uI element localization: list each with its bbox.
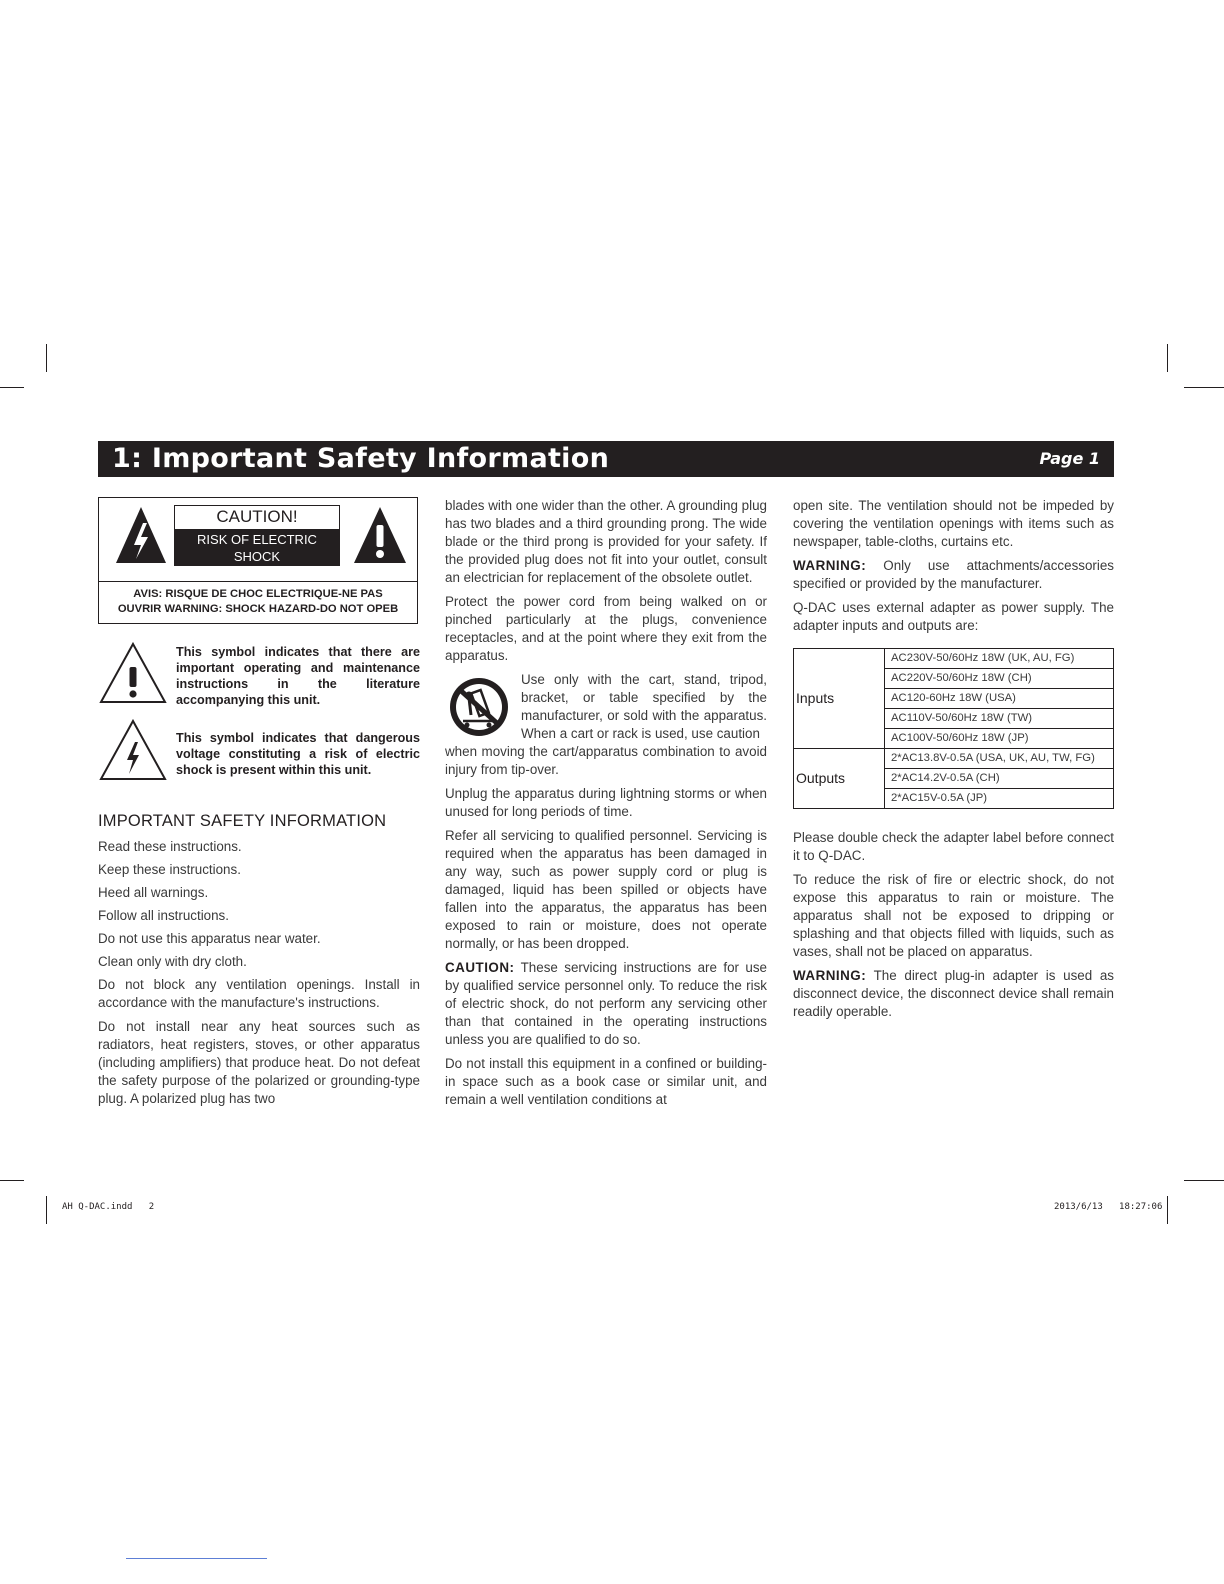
table-cell: 2*AC15V-0.5A (JP)	[885, 789, 1114, 809]
paragraph: Do not block any ventilation openings. Install in accordance with the manufacture's instructions.	[98, 977, 420, 1010]
bottom-rule	[126, 1558, 267, 1559]
crop-mark	[1184, 387, 1224, 388]
table-cell: AC100V-50/60Hz 18W (JP)	[885, 729, 1114, 749]
cart-warning	[445, 671, 767, 779]
table-cell: AC220V-50/60Hz 18W (CH)	[885, 669, 1114, 689]
paragraph: Q-DAC uses external adapter as power supply. The adapter inputs and outputs are:	[793, 600, 1114, 633]
page-number: Page 1	[1039, 449, 1100, 468]
table-cell: AC110V-50/60Hz 18W (TW)	[885, 709, 1114, 729]
instruction-line: Follow all instructions.	[98, 908, 229, 923]
lightning-symbol-text: This symbol indicates that dangerous voltage constituting a risk of electric shock is present within this unit.	[176, 731, 420, 777]
caution-line: DO NOT OPEN	[211, 566, 303, 581]
paragraph: Do not install this equipment in a confined or building-in space such as a book case or similar unit, and remain a well ventilation conditions at	[445, 1056, 767, 1107]
exclamation-triangle-icon	[352, 505, 408, 565]
table-cell: AC230V-50/60Hz 18W (UK, AU, FG)	[885, 649, 1114, 669]
paragraph: Use only with the cart, stand, tripod, bracket, or table specified by the manufacturer, or sold with the apparatus. When a cart or rack is used, use caution	[521, 672, 767, 741]
section-heading: IMPORTANT SAFETY INFORMATION	[98, 812, 387, 830]
table-row	[794, 649, 1114, 669]
cart-tip-over-icon	[445, 675, 513, 739]
header-banner	[98, 441, 1114, 477]
lightning-triangle-icon	[114, 505, 168, 565]
lightning-triangle-outline-icon	[98, 718, 168, 782]
paragraph: Protect the power cord from being walked on or pinched particularly at the plugs, convenience receptacles, and at the point where they exit from the apparatus.	[445, 594, 767, 663]
footer-timestamp: 2013/6/13 18:27:06	[1054, 1202, 1163, 1212]
page-title: 1: Important Safety Information	[112, 443, 610, 474]
crop-mark	[1167, 1196, 1168, 1224]
crop-mark	[1184, 1180, 1224, 1181]
paragraph: when moving the cart/apparatus combination to avoid injury from tip-over.	[445, 744, 767, 777]
adapter-spec-table	[793, 648, 1114, 809]
paragraph: Refer all servicing to qualified personnel. Servicing is required when the apparatus has been damaged in any way, such as power supply cord or plug is damaged, liquid has been spilled or objects have fallen into the apparatus, the apparatus has been exposed to rain or moisture, does not operate normally, or has been dropped.	[445, 828, 767, 951]
caution-text: These servicing instructions are for use by qualified service personnel only. To reduce the risk of electric shock, do not perform any servicing other than that contained in the operating instructions unless you are qualified to do so.	[445, 960, 767, 1047]
paragraph: Please double check the adapter label before connect it to Q-DAC.	[793, 830, 1114, 863]
paragraph: blades with one wider than the other. A grounding plug has two blades and a third grounding prong. The wide blade or the third prong is provided for your safety. If the provided plug does not fit into your outlet, consult an electrician for replacement of the obsolete outlet.	[445, 498, 767, 585]
column-1	[98, 838, 420, 1114]
paragraph: open site. The ventilation should not be impeded by covering the ventilation openings with items such as newspaper, table-cloths, curtains etc.	[793, 498, 1114, 549]
warning-keyword: WARNING:	[793, 968, 867, 983]
footer-file-name: AH Q-DAC.indd 2	[62, 1202, 155, 1212]
inputs-label: Inputs	[794, 649, 885, 749]
instruction-line: Do not use this apparatus near water.	[98, 931, 321, 946]
instruction-line: Read these instructions.	[98, 839, 242, 854]
avis-line: OUVRIR WARNING: SHOCK HAZARD-DO NOT OPEB	[117, 603, 399, 615]
instruction-line: Heed all warnings.	[98, 885, 209, 900]
warning-paragraph	[793, 967, 1114, 1021]
outputs-label: Outputs	[794, 749, 885, 809]
table-cell: AC120-60Hz 18W (USA)	[885, 689, 1114, 709]
column-2	[445, 497, 767, 1115]
crop-mark	[46, 344, 47, 372]
paragraph: Unplug the apparatus during lightning storms or when unused for long periods of time.	[445, 786, 767, 819]
table-row	[794, 749, 1114, 769]
crop-mark	[1167, 344, 1168, 372]
crop-mark	[0, 1180, 24, 1181]
caution-warning-block	[174, 530, 340, 581]
table-cell: 2*AC14.2V-0.5A (CH)	[885, 769, 1114, 789]
divider	[99, 581, 417, 582]
paragraph: Do not install near any heat sources such as radiators, heat registers, stoves, or other apparatus (including amplifiers) that produce heat. Do not defeat the safety purpose of the polarized or grounding-type plug. A polarized plug has two	[98, 1019, 420, 1106]
warning-text: Only use attachments/accessories specified or provided by the manufacturer.	[793, 558, 1114, 591]
avis-text	[100, 587, 416, 617]
caution-keyword: CAUTION:	[445, 960, 515, 975]
crop-mark	[0, 387, 24, 388]
exclamation-triangle-outline-icon	[98, 641, 168, 705]
avis-line: AVIS: RISQUE DE CHOC ELECTRIQUE-NE PAS	[133, 588, 383, 600]
table-cell: 2*AC13.8V-0.5A (USA, UK, AU, TW, FG)	[885, 749, 1114, 769]
caution-line: RISK OF ELECTRIC SHOCK	[197, 532, 317, 564]
paragraph: To reduce the risk of fire or electric shock, do not expose this apparatus to rain or moisture. The apparatus shall not be exposed to dripping or splashing and that objects filled with liquids, such as vases, shall not be placed on apparatus.	[793, 872, 1114, 959]
instruction-line: Keep these instructions.	[98, 862, 241, 877]
instruction-line: Clean only with dry cloth.	[98, 954, 247, 969]
caution-paragraph	[445, 959, 767, 1049]
caution-title: CAUTION!	[174, 505, 340, 530]
exclamation-symbol-text: This symbol indicates that there are important operating and maintenance instructions in the literature accompanying this unit.	[176, 645, 420, 707]
warning-paragraph	[793, 557, 1114, 593]
warning-keyword: WARNING:	[793, 558, 867, 573]
warning-text: The direct plug-in adapter is used as disconnect device, the disconnect device shall remain readily operable.	[793, 968, 1114, 1019]
crop-mark	[46, 1196, 47, 1224]
